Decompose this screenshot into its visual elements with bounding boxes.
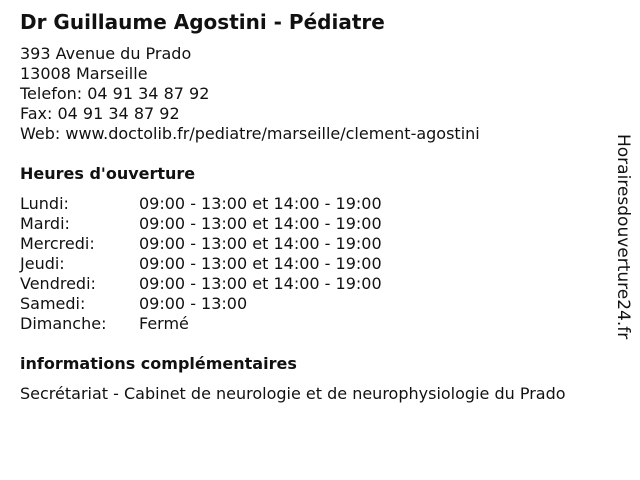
day-label: Lundi: xyxy=(20,194,69,213)
day-label: Vendredi: xyxy=(20,274,96,293)
opening-hours-heading: Heures d'ouverture xyxy=(20,164,196,183)
additional-info-heading: informations complémentaires xyxy=(20,354,297,373)
address-street: 393 Avenue du Prado xyxy=(20,44,192,63)
day-hours: 09:00 - 13:00 et 14:00 - 19:00 xyxy=(139,254,382,273)
day-label: Samedi: xyxy=(20,294,86,313)
day-hours: 09:00 - 13:00 et 14:00 - 19:00 xyxy=(139,194,382,213)
day-hours: 09:00 - 13:00 et 14:00 - 19:00 xyxy=(139,234,382,253)
day-label: Jeudi: xyxy=(20,254,65,273)
website-url: Web: www.doctolib.fr/pediatre/marseille/clement-agostini xyxy=(20,124,480,143)
day-hours: 09:00 - 13:00 et 14:00 - 19:00 xyxy=(139,274,382,293)
phone-number: Telefon: 04 91 34 87 92 xyxy=(20,84,210,103)
day-hours: Fermé xyxy=(139,314,189,333)
page-title: Dr Guillaume Agostini - Pédiatre xyxy=(20,10,385,34)
site-watermark: Horairesdouverture24.fr xyxy=(613,134,633,340)
day-hours: 09:00 - 13:00 et 14:00 - 19:00 xyxy=(139,214,382,233)
day-label: Mercredi: xyxy=(20,234,95,253)
additional-info-text: Secrétariat - Cabinet de neurologie et de neurophysiologie du Prado xyxy=(20,384,566,403)
address-city: 13008 Marseille xyxy=(20,64,148,83)
day-label: Mardi: xyxy=(20,214,70,233)
day-hours: 09:00 - 13:00 xyxy=(139,294,248,313)
day-label: Dimanche: xyxy=(20,314,107,333)
contact-block xyxy=(20,44,480,144)
fax-number: Fax: 04 91 34 87 92 xyxy=(20,104,180,123)
